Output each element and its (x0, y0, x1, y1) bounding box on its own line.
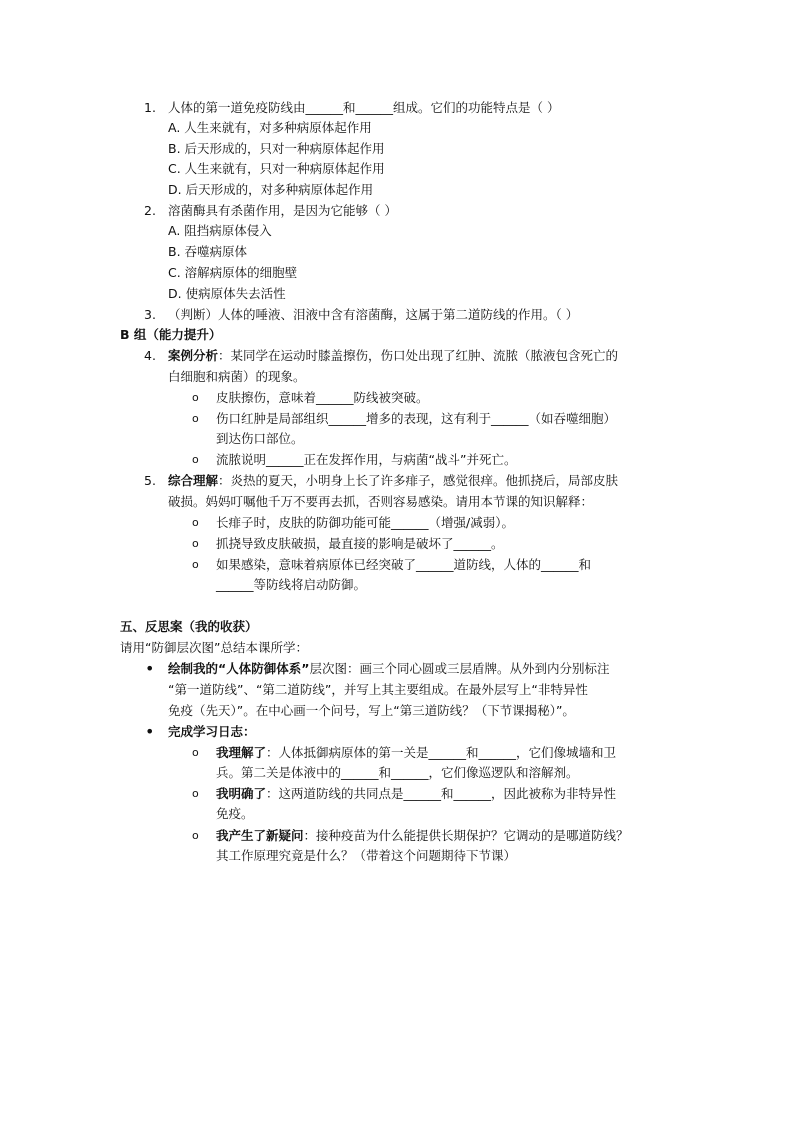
question-number: 3. (144, 307, 156, 322)
log-label: 我理解了 (216, 745, 267, 760)
circle-bullet-icon: o (192, 391, 199, 404)
option-d: D. 后天形成的，对多种病原体起作用 (168, 182, 374, 197)
log-text-cont: 免疫。 (216, 806, 254, 821)
option-c: C. 人生来就有，只对一种病原体起作用 (168, 161, 385, 176)
question-2 (144, 201, 397, 221)
circle-bullet-icon: o (192, 746, 199, 759)
item-text-cont: “第一道防线”、“第二道防线”，并写上其主要组成。在最外层写上“非特异性 (168, 682, 588, 697)
question-label: 综合理解 (168, 473, 219, 488)
question-text: ：炎热的夏天，小明身上长了许多痱子，感觉很痒。他抓挠后，局部皮肤 (218, 473, 619, 488)
item-label: 绘制我的“人体防御体系” (168, 661, 310, 676)
sub-item-cont: ______等防线将启动防御。 (216, 577, 367, 592)
log-item-clarified (216, 784, 616, 804)
question-text: 人体的第一道免疫防线由______和______组成。它们的功能特点是（ ） (168, 100, 560, 115)
sub-item: 长痱子时，皮肤的防御功能可能______（增强/减弱）。 (216, 515, 514, 530)
sub-item: 抓挠导致皮肤破损，最直接的影响是破坏了______。 (216, 536, 504, 551)
circle-bullet-icon: o (192, 787, 199, 800)
sub-item: 如果感染，意味着病原体已经突破了______道防线，人体的______和 (216, 557, 592, 572)
log-text: ：人体抵御病原体的第一关是______和______，它们像城墙和卫 (266, 745, 617, 760)
question-label: 案例分析 (168, 348, 219, 363)
item-text: 层次图：画三个同心圆或三层盾牌。从外到内分别标注 (309, 661, 610, 676)
circle-bullet-icon: o (192, 537, 199, 550)
log-label: 我产生了新疑问 (216, 828, 304, 843)
reflection-item-2: 完成学习日志： (168, 724, 256, 739)
circle-bullet-icon: o (192, 516, 199, 529)
question-1 (144, 98, 559, 118)
circle-bullet-icon: o (192, 558, 199, 571)
option-d: D. 使病原体失去活性 (168, 286, 286, 301)
log-item-question (216, 826, 629, 846)
log-text: ：接种疫苗为什么能提供长期保护？它调动的是哪道防线？ (303, 828, 629, 843)
section-intro: 请用“防御层次图”总结本课所学： (120, 640, 308, 655)
log-text-cont: 其工作原理究竟是什么？（带着这个问题期待下节课） (216, 848, 517, 863)
question-3 (144, 305, 578, 325)
option-b: B. 后天形成的，只对一种病原体起作用 (168, 141, 385, 156)
question-number: 1. (144, 100, 156, 115)
section-heading: 五、反思案（我的收获） (120, 619, 258, 634)
circle-bullet-icon: o (192, 412, 199, 425)
bullet-icon: • (145, 659, 155, 678)
question-text-cont: 白细胞和病菌）的现象。 (168, 369, 306, 384)
option-a: A. 人生来就有，对多种病原体起作用 (168, 120, 372, 135)
option-c: C. 溶解病原体的细胞壁 (168, 265, 298, 280)
sub-item: 伤口红肿是局部组织______增多的表现，这有利于______（如吞噬细胞） (216, 411, 617, 426)
item-text-cont: 免疫（先天）”。在中心画一个问号，写上“第三道防线？（下节课揭秘）”。 (168, 703, 575, 718)
question-5 (144, 471, 618, 491)
question-number: 2. (144, 203, 156, 218)
option-b: B. 吞噬病原体 (168, 244, 248, 259)
sub-item: 皮肤擦伤，意味着______防线被突破。 (216, 390, 429, 405)
option-a: A. 阻挡病原体侵入 (168, 223, 272, 238)
question-number: 5. (144, 473, 156, 488)
question-4 (144, 346, 618, 366)
log-text: ：这两道防线的共同点是______和______，因此被称为非特异性 (266, 786, 617, 801)
question-text: 溶菌酶具有杀菌作用，是因为它能够（ ） (168, 203, 397, 218)
log-text-cont: 兵。第二关是体液中的______和______，它们像巡逻队和溶解剂。 (216, 765, 579, 780)
question-text: （判断）人体的唾液、泪液中含有溶菌酶，这属于第二道防线的作用。（ ） (168, 307, 579, 322)
reflection-item-1 (168, 659, 609, 679)
circle-bullet-icon: o (192, 453, 199, 466)
group-b-heading: B 组（能力提升） (120, 327, 222, 342)
circle-bullet-icon: o (192, 829, 199, 842)
log-label: 我明确了 (216, 786, 267, 801)
question-text: ：某同学在运动时膝盖擦伤，伤口处出现了红肿、流脓（脓液包含死亡的 (218, 348, 619, 363)
sub-item-cont: 到达伤口部位。 (216, 431, 304, 446)
sub-item: 流脓说明______正在发挥作用，与病菌“战斗”并死亡。 (216, 452, 517, 467)
bullet-icon: • (145, 722, 155, 741)
log-item-understood (216, 743, 616, 763)
question-number: 4. (144, 348, 156, 363)
question-text-cont: 破损。妈妈叮嘱他千万不要再去抓，否则容易感染。请用本节课的知识解释： (168, 494, 594, 509)
